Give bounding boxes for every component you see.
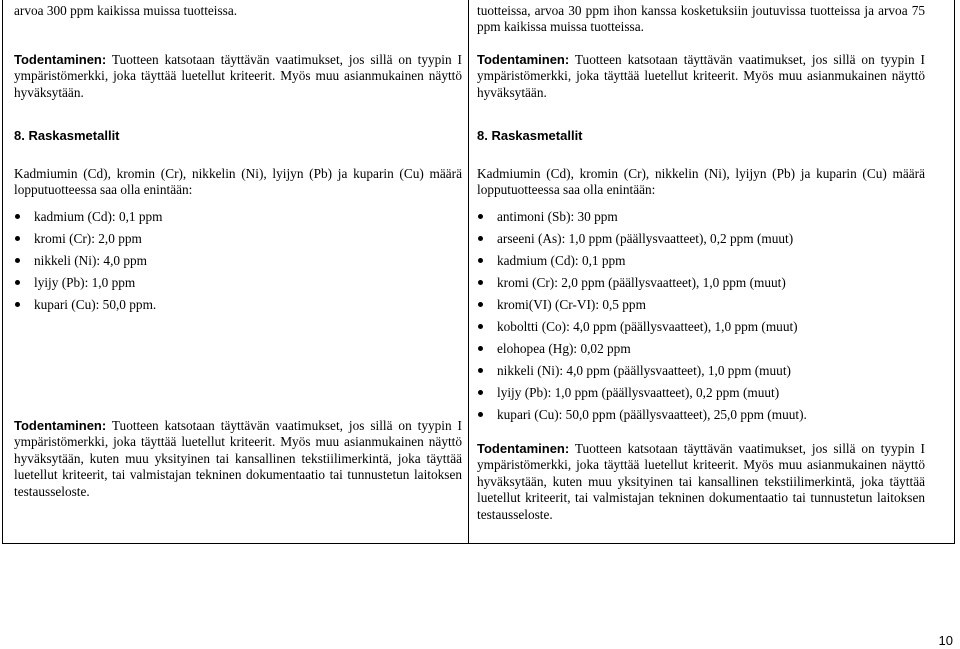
- verification-label: Todentaminen:: [14, 418, 107, 433]
- list-item: nikkeli (Ni): 4,0 ppm: [14, 253, 462, 275]
- list-item: nikkeli (Ni): 4,0 ppm (päällysvaatteet), 1,0 ppm (muut): [477, 363, 925, 385]
- list-item: lyijy (Pb): 1,0 ppm: [14, 275, 462, 297]
- list-item: kromi(VI) (Cr-VI): 0,5 ppm: [477, 297, 925, 319]
- bullet-icon: [15, 214, 20, 219]
- list-item: antimoni (Sb): 30 ppm: [477, 209, 925, 231]
- list-item: koboltti (Co): 4,0 ppm (päällysvaatteet), 1,0 ppm (muut): [477, 319, 925, 341]
- right-metal-list: [477, 209, 925, 429]
- left-metal-list: [14, 209, 462, 319]
- column-divider: [468, 0, 469, 544]
- bullet-icon: [15, 258, 20, 263]
- bullet-icon: [478, 214, 483, 219]
- list-item: arseeni (As): 1,0 ppm (päällysvaatteet), 0,2 ppm (muut): [477, 231, 925, 253]
- list-item: kupari (Cu): 50,0 ppm.: [14, 297, 462, 319]
- right-verification-bottom: [477, 441, 925, 523]
- bullet-icon: [478, 302, 483, 307]
- right-section-heading: 8. Raskasmetallit: [477, 128, 583, 143]
- bullet-icon: [478, 236, 483, 241]
- list-item: lyijy (Pb): 1,0 ppm (päällysvaatteet), 0,2 ppm (muut): [477, 385, 925, 407]
- right-intro-text: tuotteissa, arvoa 30 ppm ihon kanssa kosketuksiin joutuvissa tuotteissa ja arvoa 75 ppm kaikissa muissa tuotteissa.: [477, 3, 925, 35]
- list-item: kadmium (Cd): 0,1 ppm: [14, 209, 462, 231]
- bullet-icon: [478, 346, 483, 351]
- comparison-table: [2, 0, 955, 544]
- verification-text: Tuotteen katsotaan täyttävän vaatimukset, jos sillä on tyypin I ympäristömerkki, joka täyttää luetellut kriteerit. Myös muu asianmukainen näyttö hyväksytään, kuten muu yksityinen tai kansallinen tekstiilimerkintä, joka täyttää luetellut kriteerit, tai valmistajan tekninen dokumentaatio tai tunnustetun laitoksen testausseloste.: [477, 441, 925, 522]
- verification-text: Tuotteen katsotaan täyttävän vaatimukset, jos sillä on tyypin I ympäristömerkki, joka täyttää luetellut kriteerit. Myös muu asianmukainen näyttö hyväksytään.: [477, 52, 925, 100]
- verification-label: Todentaminen:: [14, 52, 107, 67]
- bullet-icon: [15, 280, 20, 285]
- left-verification-bottom: [14, 418, 462, 500]
- bullet-icon: [478, 390, 483, 395]
- left-section-heading: 8. Raskasmetallit: [14, 128, 120, 143]
- verification-text: Tuotteen katsotaan täyttävän vaatimukset, jos sillä on tyypin I ympäristömerkki, joka täyttää luetellut kriteerit. Myös muu asianmukainen näyttö hyväksytään, kuten muu yksityinen tai kansallinen tekstiilimerkintä, joka täyttää luetellut kriteerit, tai valmistajan tekninen dokumentaatio tai tunnustetun laitoksen testausseloste.: [14, 418, 462, 499]
- right-verification-top: [477, 52, 925, 101]
- verification-label: Todentaminen:: [477, 52, 570, 67]
- left-section-intro: Kadmiumin (Cd), kromin (Cr), nikkelin (Ni), lyijyn (Pb) ja kuparin (Cu) määrä lopputuotteessa saa olla enintään:: [14, 166, 462, 198]
- bullet-icon: [478, 258, 483, 263]
- list-item: kromi (Cr): 2,0 ppm: [14, 231, 462, 253]
- bullet-icon: [15, 302, 20, 307]
- list-item: kupari (Cu): 50,0 ppm (päällysvaatteet), 25,0 ppm (muut).: [477, 407, 925, 429]
- list-item: elohopea (Hg): 0,02 ppm: [477, 341, 925, 363]
- bullet-icon: [478, 412, 483, 417]
- bullet-icon: [478, 368, 483, 373]
- verification-label: Todentaminen:: [477, 441, 570, 456]
- page-number: 10: [938, 633, 953, 648]
- bullet-icon: [478, 324, 483, 329]
- list-item: kadmium (Cd): 0,1 ppm: [477, 253, 925, 275]
- bullet-icon: [15, 236, 20, 241]
- verification-text: Tuotteen katsotaan täyttävän vaatimukset, jos sillä on tyypin I ympäristömerkki, joka täyttää luetellut kriteerit. Myös muu asianmukainen näyttö hyväksytään.: [14, 52, 462, 100]
- bullet-icon: [478, 280, 483, 285]
- left-intro-text: arvoa 300 ppm kaikissa muissa tuotteissa.: [14, 3, 238, 18]
- right-section-intro: Kadmiumin (Cd), kromin (Cr), nikkelin (Ni), lyijyn (Pb) ja kuparin (Cu) määrä lopputuotteessa saa olla enintään:: [477, 166, 925, 198]
- list-item: kromi (Cr): 2,0 ppm (päällysvaatteet), 1,0 ppm (muut): [477, 275, 925, 297]
- left-verification-top: [14, 52, 462, 101]
